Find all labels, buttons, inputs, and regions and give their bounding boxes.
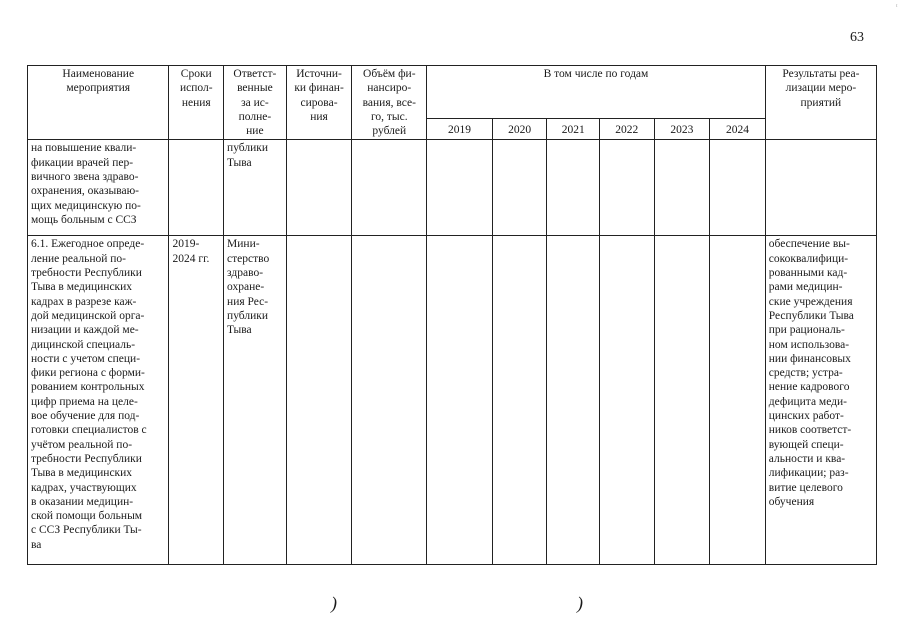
- cell-2021: [547, 140, 600, 236]
- cell-responsible: публики Тыва: [224, 140, 287, 236]
- header-year-2022: 2022: [599, 118, 654, 140]
- header-year-2023: 2023: [654, 118, 710, 140]
- cell-2024: [710, 236, 766, 565]
- cell-volume: [352, 140, 427, 236]
- cell-2021: [547, 236, 600, 565]
- cell-period: 2019- 2024 гг.: [169, 236, 224, 565]
- cell-name: 6.1. Ежегодное опреде- ление реальной по- требности Республики Тыва в медицинских кадрах в разрезе каж- дой медицинской орга- низации и каждой ме- дицинской специаль- ности с учетом специ- фики региона с форми- рованием контрольных цифр приема на целе- вое обучение для под- готовки специалистов с учётом реальной по- требности Республики Тыва в медицинских кадрах, участвующих в оказании медицин- ской помощи больным с ССЗ Республики Ты- ва: [28, 236, 169, 565]
- cell-2023: [654, 236, 710, 565]
- header-results: Результаты реа- лизации меро- приятий: [765, 66, 876, 140]
- corner-mark: ᵗ: [896, 2, 898, 11]
- cell-sources: [286, 236, 352, 565]
- table-row: [28, 140, 877, 236]
- header-by-years: В том числе по годам: [427, 66, 766, 119]
- header-year-2020: 2020: [492, 118, 547, 140]
- cell-name: на повышение квали- фикации врачей пер- вичного звена здраво- охранения, оказываю- щих медицинскую по- мощь больным с ССЗ: [28, 140, 169, 236]
- header-year-2021: 2021: [547, 118, 600, 140]
- cell-responsible: Мини- стерство здраво- охране- ния Рес- публики Тыва: [224, 236, 287, 565]
- footer-mark: ): [577, 593, 583, 613]
- header-volume: Объём фи- нансиро- вания, все- го, тыс. рублей: [352, 66, 427, 140]
- cell-sources: [286, 140, 352, 236]
- header-year-2019: 2019: [427, 118, 493, 140]
- header-responsible: Ответст- венные за ис- полне- ние: [224, 66, 287, 140]
- cell-2024: [710, 140, 766, 236]
- table-row: [28, 236, 877, 565]
- cell-result: [765, 140, 876, 236]
- measures-table: [27, 65, 877, 565]
- page-number: 63: [850, 30, 864, 45]
- cell-2019: [427, 236, 493, 565]
- header-period: Сроки испол- нения: [169, 66, 224, 140]
- cell-2023: [654, 140, 710, 236]
- header-year-2024: 2024: [710, 118, 766, 140]
- header-sources: Источни- ки финан- сирова- ния: [286, 66, 352, 140]
- cell-2020: [492, 140, 547, 236]
- cell-period: [169, 140, 224, 236]
- cell-result: обеспечение вы- сококвалифици- рованными кад- рами медицин- ские учреждения Республики Тыва при рациональ- ном использова- нии финансовых средств; устра- нение кадрового дефицита меди- цинских работ- ников соответст- вующей специ- альности и ква- лификации; раз- витие целевого обучения: [765, 236, 876, 565]
- cell-2020: [492, 236, 547, 565]
- cell-2019: [427, 140, 493, 236]
- header-name: Наименование мероприятия: [28, 66, 169, 140]
- cell-2022: [599, 236, 654, 565]
- cell-volume: [352, 236, 427, 565]
- cell-2022: [599, 140, 654, 236]
- footer-mark: ): [331, 593, 337, 613]
